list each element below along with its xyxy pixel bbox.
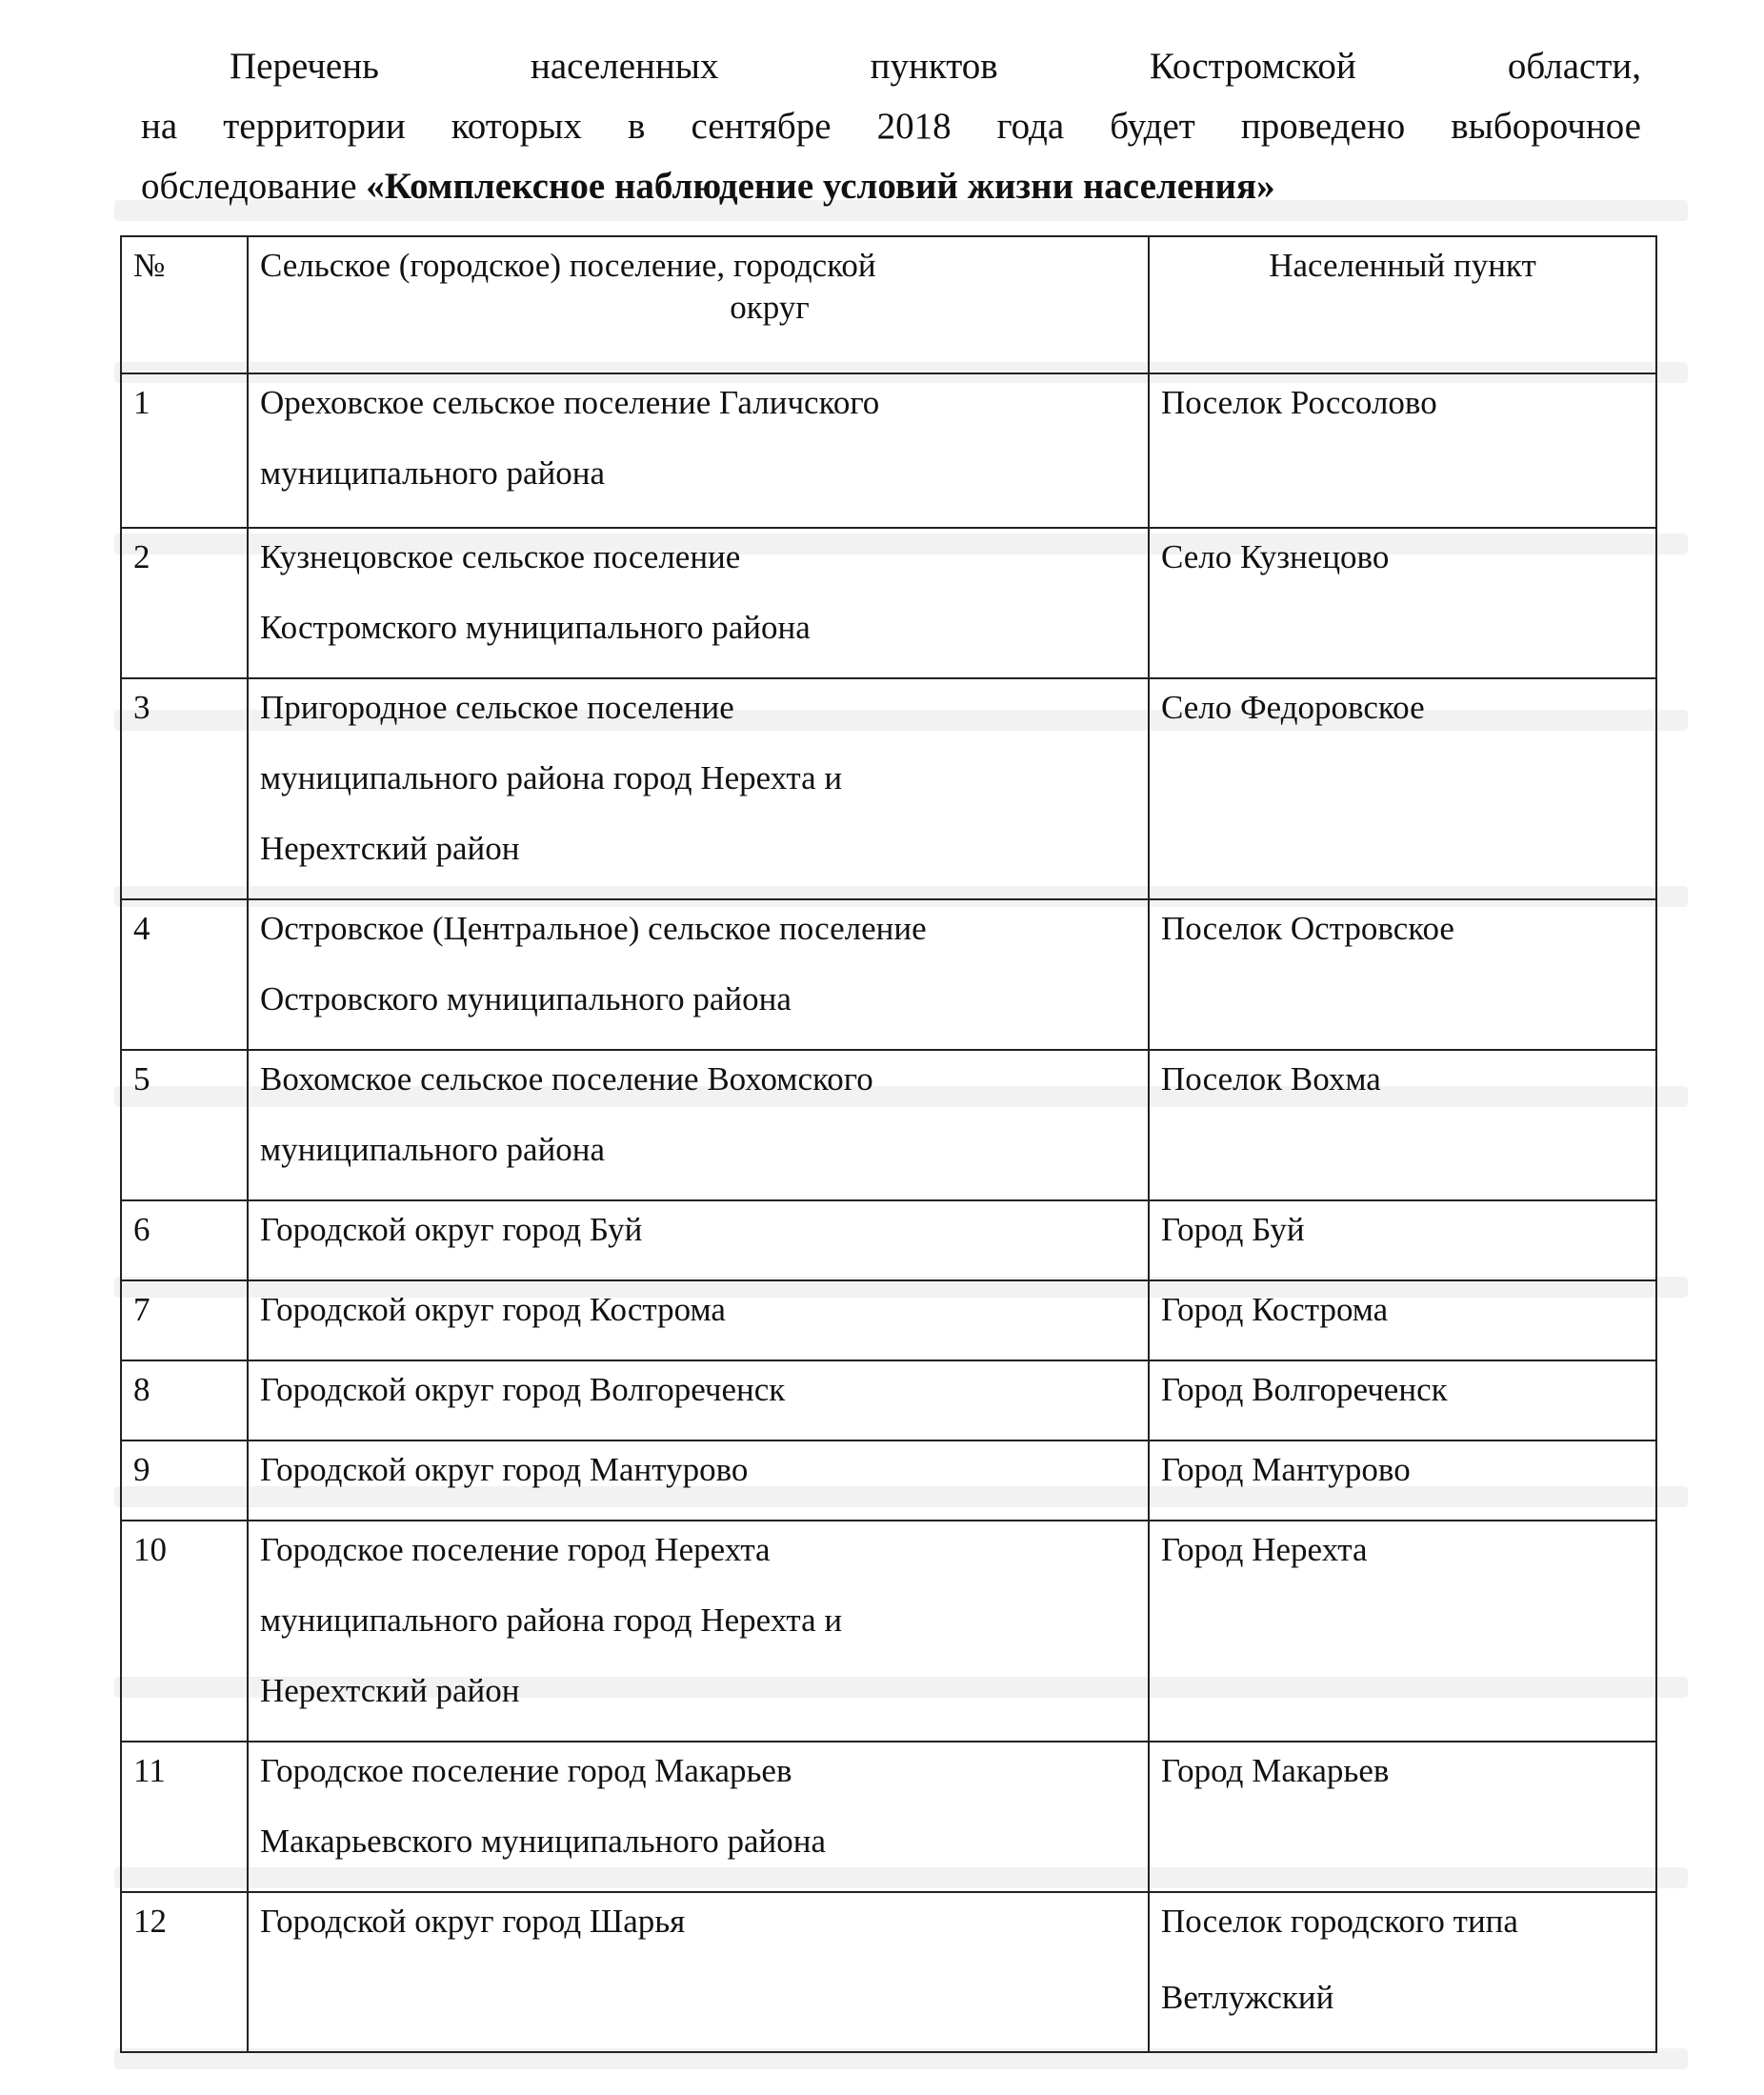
settlement-line: Островское (Центральное) сельское поселение [260, 910, 927, 947]
survey-title: «Комплексное наблюдение условий жизни населения» [366, 166, 1275, 207]
settlement-cell [248, 373, 1149, 528]
table-row [121, 678, 1656, 899]
settlement-cell [248, 1360, 1149, 1440]
row-number: 7 [121, 1280, 248, 1360]
place-line: Село Федоровское [1161, 689, 1425, 726]
place-line: Село Кузнецово [1161, 538, 1390, 575]
place-line: Поселок городского типа [1161, 1903, 1518, 1940]
settlement-cell [248, 899, 1149, 1050]
settlement-cell [248, 678, 1149, 899]
settlement-cell [248, 1440, 1149, 1521]
settlement-cell [248, 528, 1149, 678]
place-line: Город Волгореченск [1161, 1371, 1448, 1408]
place-cell [1149, 899, 1656, 1050]
place-line: Город Буй [1161, 1211, 1305, 1248]
header-settlement-line1: Сельское (городское) поселение, городской [260, 247, 876, 284]
place-cell [1149, 1440, 1656, 1521]
table-row [121, 1280, 1656, 1360]
settlement-line: муниципального района город Нерехта и [260, 1601, 843, 1639]
place-cell [1149, 1360, 1656, 1440]
settlement-line: Городской округ город Волгореченск [260, 1371, 786, 1408]
table-row [121, 1050, 1656, 1200]
heading-line-3-prefix: обследование [141, 166, 367, 207]
place-cell [1149, 1280, 1656, 1360]
settlement-cell [248, 1050, 1149, 1200]
place-cell [1149, 373, 1656, 528]
settlement-line: Макарьевского муниципального района [260, 1823, 827, 1860]
settlement-cell [248, 1280, 1149, 1360]
row-number: 1 [121, 373, 248, 528]
row-number: 5 [121, 1050, 248, 1200]
row-number: 2 [121, 528, 248, 678]
settlement-line: Городское поселение город Нерехта [260, 1531, 771, 1568]
table-row [121, 1360, 1656, 1440]
settlement-cell [248, 1521, 1149, 1742]
header-place [1149, 236, 1656, 373]
place-cell [1149, 678, 1656, 899]
place-cell [1149, 1521, 1656, 1742]
place-line: Город Макарьев [1161, 1752, 1390, 1789]
row-number: 3 [121, 678, 248, 899]
table-row [121, 528, 1656, 678]
place-cell [1149, 528, 1656, 678]
table-row [121, 899, 1656, 1050]
heading-line-3 [141, 156, 1641, 216]
table-row [121, 1440, 1656, 1521]
settlement-line: Нерехтский район [260, 1672, 520, 1709]
settlements-table [120, 235, 1657, 2053]
table-row [121, 1742, 1656, 1892]
header-settlement [248, 236, 1149, 373]
settlement-line: Костромского муниципального района [260, 609, 811, 646]
header-settlement-line2: округ [730, 289, 810, 326]
header-num: № [121, 236, 248, 373]
table-header-row [121, 236, 1656, 373]
settlement-line: Островского муниципального района [260, 980, 792, 1017]
place-cell [1149, 1200, 1656, 1280]
heading-line-1: Перечень населенных пунктов Костромской области, [230, 46, 1641, 87]
place-line: Ветлужский [1161, 1979, 1334, 2016]
row-number: 6 [121, 1200, 248, 1280]
place-cell [1149, 1892, 1656, 2052]
row-number: 10 [121, 1521, 248, 1742]
table-row [121, 373, 1656, 528]
settlement-line: Кузнецовское сельское поселение [260, 538, 741, 575]
settlement-line: муниципального района [260, 454, 606, 492]
settlement-line: муниципального района [260, 1131, 606, 1168]
settlement-cell [248, 1742, 1149, 1892]
row-number: 4 [121, 899, 248, 1050]
table-row [121, 1892, 1656, 2052]
row-number: 12 [121, 1892, 248, 2052]
settlement-line: Ореховское сельское поселение Галичского [260, 384, 880, 421]
settlement-line: Вохомское сельское поселение Вохомского [260, 1060, 873, 1098]
row-number: 11 [121, 1742, 248, 1892]
row-number: 8 [121, 1360, 248, 1440]
place-cell [1149, 1050, 1656, 1200]
settlement-line: Нерехтский район [260, 830, 520, 867]
settlement-line: Городской округ город Буй [260, 1211, 643, 1248]
settlement-line: Городской округ город Кострома [260, 1291, 726, 1328]
place-line: Поселок Россолово [1161, 384, 1437, 421]
row-number: 9 [121, 1440, 248, 1521]
header-place-label: Населенный пункт [1269, 247, 1536, 284]
table-row [121, 1521, 1656, 1742]
settlement-cell [248, 1200, 1149, 1280]
document-heading [141, 36, 1641, 216]
place-line: Город Нерехта [1161, 1531, 1368, 1568]
settlement-line: Городское поселение город Макарьев [260, 1752, 792, 1789]
place-line: Поселок Вохма [1161, 1060, 1381, 1098]
place-line: Город Мантурово [1161, 1451, 1411, 1488]
settlement-line: Городской округ город Мантурово [260, 1451, 749, 1488]
place-line: Город Кострома [1161, 1291, 1389, 1328]
settlement-cell [248, 1892, 1149, 2052]
place-cell [1149, 1742, 1656, 1892]
settlement-line: Пригородное сельское поселение [260, 689, 734, 726]
place-line: Поселок Островское [1161, 910, 1454, 947]
table-row [121, 1200, 1656, 1280]
settlement-line: муниципального района город Нерехта и [260, 759, 843, 796]
settlement-line: Городской округ город Шарья [260, 1903, 686, 1940]
heading-line-2: на территории которых в сентябре 2018 года будет проведено выборочное [141, 106, 1641, 147]
